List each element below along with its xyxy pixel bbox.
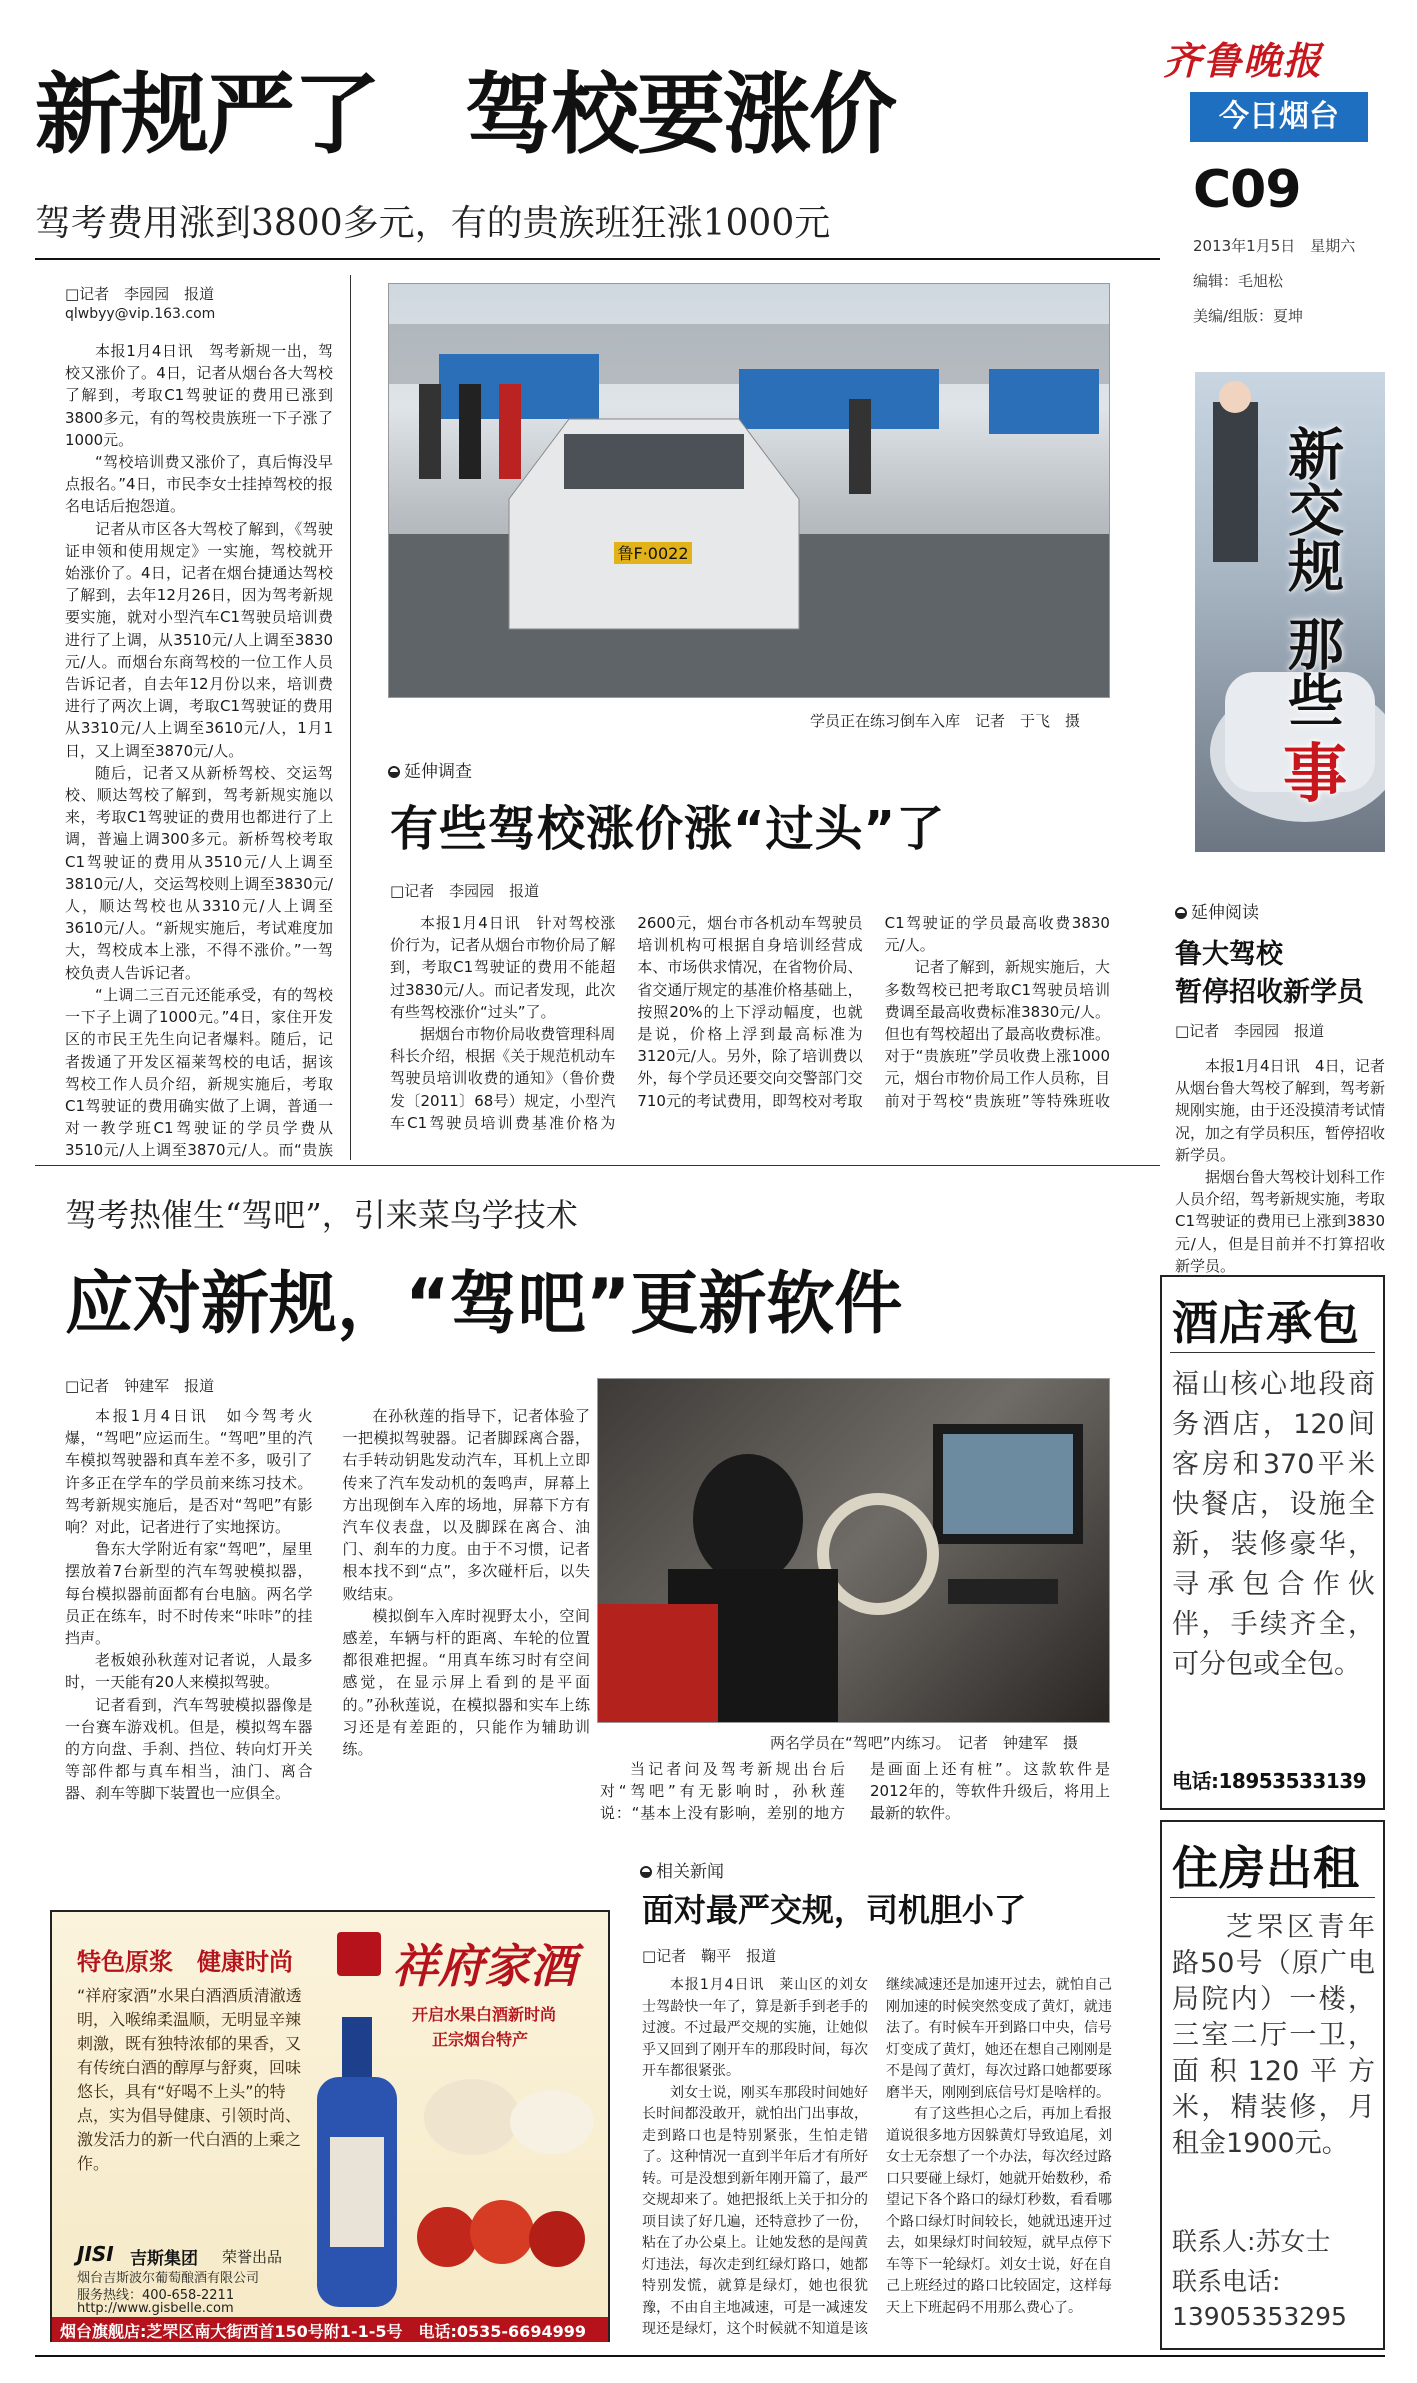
sidebar-headline-2: 暂停招收新学员 bbox=[1175, 977, 1364, 1008]
jiaba-tail-2: 是画面上还有桩”。这款软件是2012年的，等软件升级后，将用上最新的软件。 bbox=[870, 1760, 1110, 1823]
column-title-bottom: 事 bbox=[1283, 737, 1347, 812]
edition-badge: 今日烟台 bbox=[1190, 92, 1368, 142]
column-divider bbox=[350, 275, 351, 1160]
sidebar-paragraph: 据烟台鲁大驾校计划科工作人员介绍，驾考新规实施，考取C1驾驶证的费用已上涨到3830元/人，但是目前并不打算招收新学员。 bbox=[1175, 1168, 1385, 1275]
wine-tagline-2: 正宗烟台特产 bbox=[432, 2030, 529, 2049]
license-plate-text: 鲁F·0022 bbox=[617, 544, 689, 563]
rent-ad-contact: 联系人:苏女士 bbox=[1172, 2227, 1331, 2256]
related-byline: □记者 鞠平 报道 bbox=[642, 1947, 777, 1965]
rent-ad-phone-label: 联系电话: bbox=[1172, 2267, 1281, 2296]
sidebar-paragraph: 本报1月4日讯 4日，记者从烟台鲁大驾校了解到，驾考新规刚实施，由于还没摸清考试情况，加之有学员积压，暂停招收新学员。 bbox=[1175, 1057, 1385, 1164]
lead-photo-caption: 学员正在练习倒车入库 记者 于飞 摄 bbox=[810, 712, 1081, 730]
jisi-logo: JISI bbox=[77, 2242, 114, 2266]
sidebar-headline-1: 鲁大驾校 bbox=[1175, 939, 1283, 970]
hotel-ad-body: 福山核心地段商务酒店，120间客房和370平米快餐店，设施全新，装修豪华，寻承包合作伙伴，手续齐全，可分包或全包。 bbox=[1172, 1369, 1375, 1680]
wine-brand: 祥府家酒 bbox=[392, 1939, 576, 1993]
extend-tag bbox=[388, 757, 472, 782]
wine-address: 烟台旗舰店:芝罘区南大街西首150号附1-1-5号 电话:0535-6694999 bbox=[60, 2322, 586, 2341]
wine-cups-icon bbox=[412, 2062, 602, 2172]
lead-paragraph: 记者从市区各大驾校了解到，《驾驶证申领和使用规定》一实施，驾校就开始涨价了。4日，记者在烟台捷通达驾校了解到，去年12月26日，因为驾考新规要实施，就对小型汽车C1驾驶员培训费进行了上调，从3510元/人上调至3830元/人。而烟台东商驾校的一位工作人员告诉记者，自去年12月份以来，培训费进行了两次上调，考取C1驾驶证的费用从3310元/人上调至3610元/人，1月1日，又上调至3870元/人。 bbox=[65, 519, 333, 760]
lead-photo bbox=[388, 283, 1110, 698]
lead-subhead: 驾考费用涨到3800多元，有的贵族班狂涨1000元 bbox=[35, 203, 831, 244]
sidebar-body bbox=[1175, 1055, 1385, 1275]
related-headline: 面对最严交规，司机胆小了 bbox=[642, 1891, 1027, 1929]
lead-paragraph: 本报1月4日讯 驾考新规一出，驾校又涨价了。4日，记者从烟台各大驾校了解到，考取C1驾驶证的费用已涨到3800多元，有的驾校贵族班一下子涨了1000元。 bbox=[65, 342, 333, 449]
wine-tagline-1: 开启水果白酒新时尚 bbox=[412, 2005, 557, 2024]
related-tag-label: 相关新闻 bbox=[656, 1862, 724, 1882]
extend-byline: □记者 李园园 报道 bbox=[390, 882, 540, 900]
jiaba-tail-1: 当记者问及驾考新规出台后对“驾吧”有无影响时，孙秋莲说：“基本上没有影响，差别的地方 bbox=[600, 1760, 845, 1823]
jiaba-paragraph: 在孙秋莲的指导下，记者体验了一把模拟驾驶器。记者脚踩离合器，右手转动钥匙发动汽车，耳机上立即传来了汽车发动机的轰鸣声，屏幕上方出现倒车入库的场地，屏幕下方有汽车仪表盘，以及脚踩在离合、油门、刹车的力度。由于不习惯，记者根本找不到“点”，多次碰杆后，以失败结束。 bbox=[342, 1407, 590, 1603]
wine-web: http://www.gisbelle.com bbox=[77, 2301, 234, 2316]
related-body bbox=[642, 1975, 1112, 2345]
related-paragraph: 本报1月4日讯 莱山区的刘女士驾龄快一年了，算是新手到老手的过渡。不过最严交规的实施，让她似乎又回到了刚开车的那段时间，每次开车都很紧张。 bbox=[642, 1977, 868, 2079]
sidebar-byline: □记者 李园园 报道 bbox=[1175, 1022, 1325, 1040]
bullet-icon bbox=[1175, 907, 1187, 919]
rent-ad-title: 住房出租 bbox=[1172, 1841, 1360, 1895]
wine-bottle-icon bbox=[302, 2017, 412, 2317]
lead-body bbox=[65, 340, 333, 1160]
wine-ad-slogan: 特色原浆 健康时尚 bbox=[77, 1948, 293, 1976]
wine-company: 烟台吉斯波尔葡萄酿酒有限公司 bbox=[77, 2271, 260, 2286]
jiaba-paragraph: 鲁东大学附近有家“驾吧”，屋里摆放着7台新型的汽车驾驶模拟器，每台模拟器前面都有台电脑。两名学员正在练车，时不时传来“咔咔”的挂挡声。 bbox=[65, 1540, 313, 1648]
lead-byline: □记者 李园园 报道 bbox=[65, 285, 215, 303]
wine-ad-body: “祥府家酒”水果白酒酒质清澈透明，入喉绵柔温顺，无明显辛辣刺激，既有独特浓郁的果香，又有传统白酒的醇厚与舒爽，回味悠长，具有“好喝不上头”的特点，实为倡导健康、引领时尚、激发活力的新一代白酒的上乘之作。 bbox=[77, 1986, 302, 2173]
wine-hotline: 服务热线：400-658-2211 bbox=[77, 2288, 235, 2303]
fruit-icon bbox=[407, 2187, 607, 2277]
bullet-icon bbox=[640, 1866, 652, 1878]
extend-body bbox=[390, 912, 1110, 1152]
extend-tag-label: 延伸调查 bbox=[404, 762, 472, 782]
rent-ad bbox=[1160, 1820, 1385, 2350]
hotel-ad-phone: 电话:18953533139 bbox=[1172, 1769, 1367, 1793]
lead-rule bbox=[35, 258, 1160, 260]
jiaba-body bbox=[65, 1405, 590, 1845]
driving-lesson-scene bbox=[389, 284, 1110, 698]
rent-ad-body: 芝罘区青年路50号（原广电局院内）一楼，三室二厅一卫，面积120平方米，精装修，月租金1900元。 bbox=[1172, 1912, 1375, 2159]
paper-logo: 齐鲁晚报 bbox=[1163, 38, 1324, 83]
jiaba-paragraph: 记者看到，汽车驾驶模拟器像是一台赛车游戏机。但是，模拟驾车器的方向盘、手刹、挡位、转向灯开关等部件都与真车相当，油门、离合器、刹车等脚下装置也一应俱全。 bbox=[65, 1695, 313, 1803]
related-tag bbox=[640, 1857, 724, 1882]
jiaba-headline: 应对新规，“驾吧”更新软件 bbox=[65, 1265, 903, 1344]
editor-credit: 编辑：毛旭松 bbox=[1193, 272, 1284, 290]
extend-paragraph: 据烟台市物价局收费管理科周科长介绍，根据《关于规范机动车驾驶员培训收费的通知》（鲁价费发〔2011〕68号）规定，小型汽车C1驾驶员培训费基准价格为2600元，烟台市各机动车驾驶员培训机构可根据自身培训经营成本、市场供求情况，在省物价局、省交通厅规定的基准价格基础上，按照20%的上下浮动幅度，也就是说，价格上浮到最高标准为3120元/人。另外，除了培训费以外，每个学员还要交向交警部门交710元的考试费用，即驾校对考取C1驾驶证的学员最高收费3830元/人。 bbox=[390, 914, 1110, 1132]
column-title-top: 新交规 bbox=[1279, 425, 1345, 593]
lead-paragraph: “驾校培训费又涨价了，真后悔没早点报名。”4日，市民李女士挂掉驾校的报名电话后抱怨道。 bbox=[65, 453, 333, 516]
hotel-ad bbox=[1160, 1275, 1385, 1810]
related-paragraph: 有了这些担心之后，再加上看报道说很多地方因躲黄灯导致追尾，刘女士无奈想了一个办法，每次经过路口只要碰上绿灯，她就开始数秒，希望记下各个路口的绿灯秒数，看看哪个路口绿灯时间较长，她就迅速开过去，如果绿灯时间较短，就早点停下车等下一轮绿灯。刘女士说，好在自己上班经过的路口比较固定，这样每天上下班起码不用那么费心了。 bbox=[886, 2106, 1112, 2316]
lead-paragraph: 随后，记者又从新桥驾校、交运驾校、顺达驾校了解到，驾考新规实施以来，考取C1驾驶证的费用也都进行了上调，普遍上调300多元。新桥驾校考取C1驾驶证的费用从3510元/人上调至3810元/人，交运驾校则上调至3830元/人，顺达驾校也从3310元/人上调至3610元/人。“新规实施后，考试难度加大，驾校成本上涨，不得不涨价。”一驾校负责人告诉记者。 bbox=[65, 763, 333, 982]
jiaba-kicker: 驾考热催生“驾吧”，引来菜鸟学技术 bbox=[65, 1196, 578, 1234]
rent-ad-phone: 13905353295 bbox=[1172, 2302, 1347, 2331]
issue-date: 2013年1月5日 星期六 bbox=[1193, 237, 1356, 255]
hotel-ad-title: 酒店承包 bbox=[1172, 1296, 1360, 1350]
rent-ad-rule bbox=[1170, 1897, 1375, 1898]
extend-paragraph: 本报1月4日讯 针对驾校涨价行为，记者从烟台市物价局了解到，考取C1驾驶证的费用不能超过3830元/人。而记者发现，此次有些驾校涨价“过头”了。 bbox=[390, 914, 616, 1021]
wine-ad bbox=[50, 1910, 610, 2342]
page-number: C09 bbox=[1193, 160, 1301, 220]
lead-paragraph: “上调二三百元还能承受，有的驾校一下子上调了1000元。”4日，家住开发区的市民王先生向记者爆料。随后，记者拨通了开发区福莱驾校的电话，据该驾校工作人员介绍，新规实施后，考取C1驾驶证的费用确实做了上调，普通一对一教学班C1驾驶证的学员学费从3510元/人上调至3870元/人。而“贵族 bbox=[65, 985, 333, 1160]
wine-group: 吉斯集团 bbox=[130, 2249, 198, 2269]
jiaba-paragraph: 模拟倒车入库时视野太小，空间感差，车辆与杆的距离、车轮的位置都很难把握。“用真车练习时有空间感觉，在显示屏上看到的是平面的。”孙秋莲说，在模拟器和实车上练习还是有差距的，只能作为辅助训练。 bbox=[342, 1606, 590, 1759]
simulator-scene bbox=[598, 1379, 1110, 1723]
lead-headline: 新规严了 驾校要涨价 bbox=[35, 63, 896, 166]
jiaba-paragraph: 本报1月4日讯 如今驾考火爆，“驾吧”应运而生。“驾吧”里的汽车模拟驾驶器和真车差不多，吸引了许多正在学车的学员前来练习技术。驾考新规实施后，是否对“驾吧”有影响？对此，记者进行了实地探访。 bbox=[65, 1407, 313, 1537]
bottom-rule bbox=[35, 2355, 1385, 2357]
jiaba-photo bbox=[597, 1378, 1110, 1723]
wine-presents: 荣誉出品 bbox=[222, 2248, 283, 2266]
hotel-ad-rule bbox=[1170, 1352, 1375, 1353]
related-paragraph: 刘女士说，刚买车那段时间她好长时间都没敢开，就怕出门出事故，走到路口也是特别紧张，生怕走错了。这种情况一直到半年后才有所好转。可是没想到新年刚开篇了，最严交规却来了。她把报纸上关于扣分的项目读了好几遍，还特意抄了一份，粘在了办公桌上。让她发愁的是闯黄灯违法，每次走到红绿灯路口，她都特别发慌，就算是绿灯，她也很犹豫，不由自主地减速，可是一减速发现还是绿灯，这个时候就不知道是该继续减速还是加速开过去，就怕自己刚加速的时候突然变成了黄灯，就违法了。有时候车开到路口中央，信号灯变成了黄灯，她还在想自己刚刚是不是闯了黄灯，每次过路口她都要琢磨半天，刚刚到底信号灯是啥样的。 bbox=[642, 1977, 1112, 2337]
jiaba-paragraph: 老板娘孙秋莲对记者说，人最多时，一天能有20人来模拟驾驶。 bbox=[65, 1651, 313, 1692]
extend-headline: 有些驾校涨价涨“过头”了 bbox=[390, 801, 946, 857]
sidebar-tag-label: 延伸阅读 bbox=[1191, 903, 1259, 923]
extend-paragraph: 记者了解到，新规实施后，大多数驾校已把考取C1驾驶员培训费调至最高收费标准3830元/人。但也有驾校超出了最高收费标准。对于“贵族班”学员收费上涨1000元，烟台市物价局工作人员称，目前对于驾校“贵族班”等特殊班收 bbox=[884, 958, 1110, 1110]
column-title-mid: 那些 bbox=[1279, 615, 1345, 727]
designer-credit: 美编/组版：夏坤 bbox=[1193, 307, 1304, 325]
lead-email: qlwbyy@vip.163.com bbox=[65, 306, 216, 322]
wine-brand-seal bbox=[337, 1932, 381, 1976]
jiaba-photo-caption: 两名学员在“驾吧”内练习。 记者 钟建军 摄 bbox=[770, 1734, 1079, 1752]
jiaba-byline: □记者 钟建军 报道 bbox=[65, 1377, 215, 1395]
sidebar-tag bbox=[1175, 898, 1259, 923]
section-rule bbox=[35, 1165, 1160, 1166]
bullet-icon bbox=[388, 766, 400, 778]
